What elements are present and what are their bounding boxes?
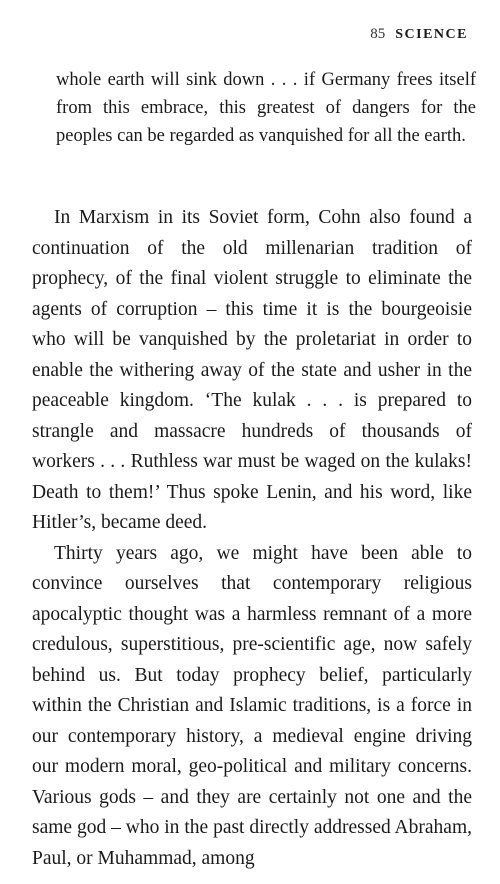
paragraph: In Marxism in its Soviet form, Cohn also found a continuation of the old millenarian tradition of prophecy, of the final violent struggle to eliminate the agents of corruption – this time it is the bourgeoisie who will be vanquished by the proletariat in order to enable the withering away of the state and usher in the peaceable kingdom. ‘The kulak . . . is prepared to strangle and massacre hundreds of thousands of workers . . . Ruthless war must be waged on the kulaks! Death to them!’ Thus spoke Lenin, and his word, like Hitler’s, became deed. <box>32 207 472 533</box>
paragraph: Thirty years ago, we might have been able to convince ourselves that contemporary religious apocalyptic thought was a harmless remnant of a more credulous, superstitious, pre-scientific age, now safely behind us. But today prophecy belief, particularly within the Christian and Islamic traditions, is a force in our contemporary history, a medieval engine driving our modern moral, geo-political and military concerns. Various gods – and they are certainly not one and the same god – who in the past directly addressed Abraham, Paul, or Muhammad, among <box>32 542 472 869</box>
body-text <box>32 203 472 874</box>
page-header <box>370 26 468 43</box>
block-quote: whole earth will sink down . . . if Germany frees itself from this embrace, this greatest of dangers for the peoples can be regarded as vanquished for all the earth. <box>56 70 476 146</box>
page-number: 85 <box>370 26 386 42</box>
running-head: SCIENCE <box>395 27 468 42</box>
